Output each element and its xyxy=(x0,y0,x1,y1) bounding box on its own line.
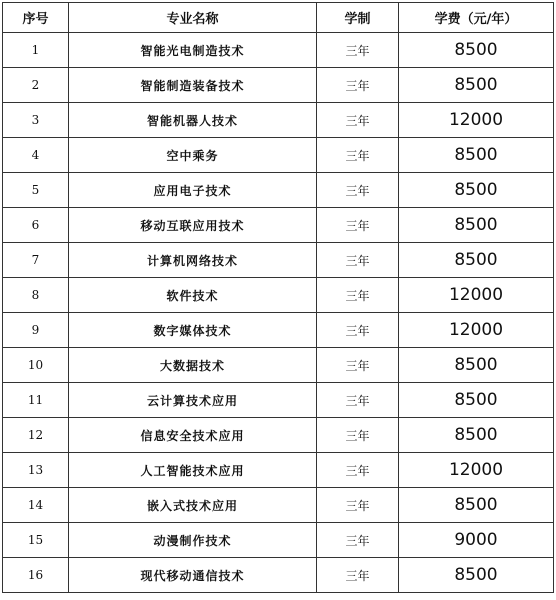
cell-duration: 三年 xyxy=(317,208,399,243)
cell-tuition: 8500 xyxy=(399,418,554,453)
cell-tuition: 8500 xyxy=(399,243,554,278)
table-row xyxy=(3,383,554,418)
table-row xyxy=(3,103,554,138)
cell-duration: 三年 xyxy=(317,418,399,453)
cell-major-name: 智能机器人技术 xyxy=(69,103,317,138)
cell-serial-number: 8 xyxy=(3,278,69,313)
header-tuition: 学费（元/年） xyxy=(399,3,554,33)
cell-duration: 三年 xyxy=(317,138,399,173)
cell-tuition: 8500 xyxy=(399,138,554,173)
cell-serial-number: 9 xyxy=(3,313,69,348)
cell-tuition: 8500 xyxy=(399,558,554,593)
cell-duration: 三年 xyxy=(317,173,399,208)
table-row xyxy=(3,173,554,208)
cell-tuition: 12000 xyxy=(399,313,554,348)
cell-tuition: 8500 xyxy=(399,173,554,208)
cell-major-name: 计算机网络技术 xyxy=(69,243,317,278)
table-row xyxy=(3,488,554,523)
cell-serial-number: 16 xyxy=(3,558,69,593)
table-header xyxy=(3,3,554,33)
cell-major-name: 智能光电制造技术 xyxy=(69,33,317,68)
cell-duration: 三年 xyxy=(317,278,399,313)
header-serial-number: 序号 xyxy=(3,3,69,33)
cell-tuition: 9000 xyxy=(399,523,554,558)
cell-serial-number: 2 xyxy=(3,68,69,103)
header-major-name: 专业名称 xyxy=(69,3,317,33)
cell-tuition: 8500 xyxy=(399,348,554,383)
cell-major-name: 大数据技术 xyxy=(69,348,317,383)
cell-serial-number: 6 xyxy=(3,208,69,243)
cell-duration: 三年 xyxy=(317,523,399,558)
table-row xyxy=(3,558,554,593)
cell-major-name: 应用电子技术 xyxy=(69,173,317,208)
cell-duration: 三年 xyxy=(317,103,399,138)
cell-major-name: 数字媒体技术 xyxy=(69,313,317,348)
table-row xyxy=(3,243,554,278)
cell-major-name: 人工智能技术应用 xyxy=(69,453,317,488)
cell-serial-number: 10 xyxy=(3,348,69,383)
table-row xyxy=(3,33,554,68)
cell-major-name: 空中乘务 xyxy=(69,138,317,173)
cell-major-name: 动漫制作技术 xyxy=(69,523,317,558)
table-row xyxy=(3,68,554,103)
cell-tuition: 8500 xyxy=(399,33,554,68)
cell-serial-number: 15 xyxy=(3,523,69,558)
header-duration: 学制 xyxy=(317,3,399,33)
cell-duration: 三年 xyxy=(317,33,399,68)
cell-serial-number: 5 xyxy=(3,173,69,208)
table-row xyxy=(3,453,554,488)
cell-major-name: 信息安全技术应用 xyxy=(69,418,317,453)
cell-tuition: 8500 xyxy=(399,68,554,103)
cell-duration: 三年 xyxy=(317,383,399,418)
table-row xyxy=(3,348,554,383)
table-row xyxy=(3,418,554,453)
table-row xyxy=(3,313,554,348)
cell-duration: 三年 xyxy=(317,488,399,523)
table-body xyxy=(3,33,554,593)
cell-serial-number: 11 xyxy=(3,383,69,418)
tuition-table xyxy=(2,2,554,593)
table-row xyxy=(3,523,554,558)
cell-tuition: 8500 xyxy=(399,488,554,523)
header-row xyxy=(3,3,554,33)
cell-serial-number: 7 xyxy=(3,243,69,278)
table-row xyxy=(3,138,554,173)
cell-duration: 三年 xyxy=(317,313,399,348)
cell-tuition: 12000 xyxy=(399,453,554,488)
cell-major-name: 智能制造装备技术 xyxy=(69,68,317,103)
cell-serial-number: 4 xyxy=(3,138,69,173)
cell-serial-number: 3 xyxy=(3,103,69,138)
cell-major-name: 现代移动通信技术 xyxy=(69,558,317,593)
cell-major-name: 嵌入式技术应用 xyxy=(69,488,317,523)
cell-duration: 三年 xyxy=(317,348,399,383)
cell-duration: 三年 xyxy=(317,243,399,278)
cell-duration: 三年 xyxy=(317,453,399,488)
table-row xyxy=(3,208,554,243)
cell-duration: 三年 xyxy=(317,558,399,593)
cell-duration: 三年 xyxy=(317,68,399,103)
cell-major-name: 云计算技术应用 xyxy=(69,383,317,418)
cell-serial-number: 12 xyxy=(3,418,69,453)
cell-tuition: 8500 xyxy=(399,383,554,418)
cell-tuition: 8500 xyxy=(399,208,554,243)
cell-major-name: 移动互联应用技术 xyxy=(69,208,317,243)
table-row xyxy=(3,278,554,313)
cell-serial-number: 1 xyxy=(3,33,69,68)
cell-tuition: 12000 xyxy=(399,103,554,138)
cell-serial-number: 14 xyxy=(3,488,69,523)
cell-serial-number: 13 xyxy=(3,453,69,488)
cell-tuition: 12000 xyxy=(399,278,554,313)
cell-major-name: 软件技术 xyxy=(69,278,317,313)
